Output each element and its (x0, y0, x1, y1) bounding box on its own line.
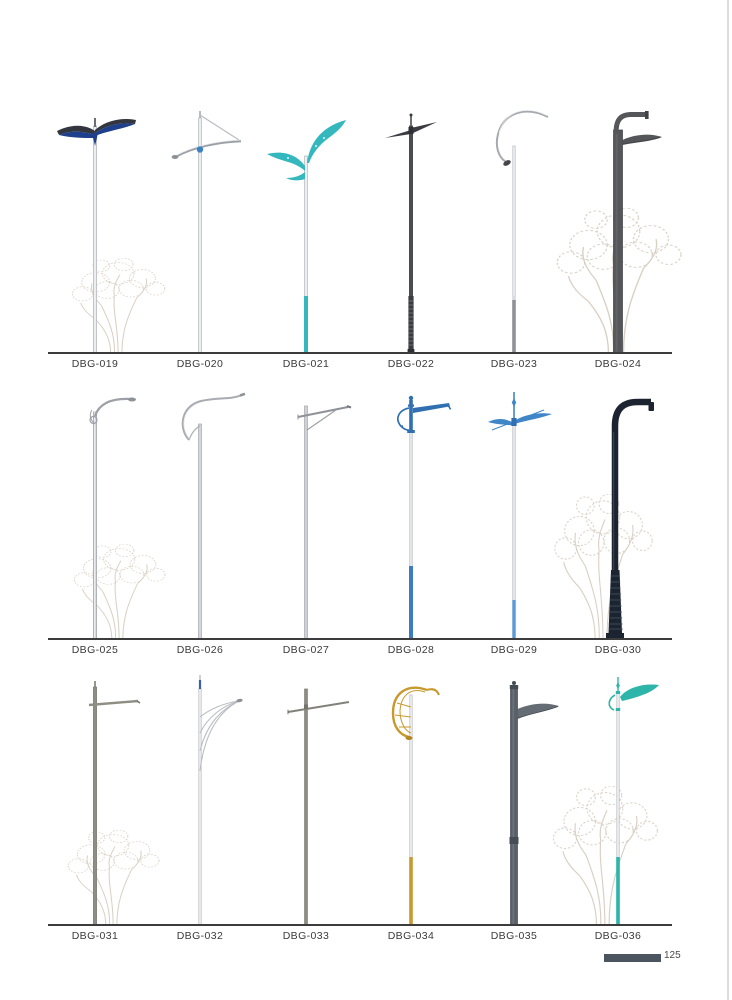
lamp-arm-accent (95, 123, 135, 136)
product-label: DBG-025 (71, 644, 119, 656)
product-label: DBG-027 (282, 644, 330, 656)
product-label: DBG-036 (594, 930, 642, 942)
pole-shaft (305, 406, 308, 639)
arm-scroll (398, 408, 411, 430)
arm-collar (407, 430, 415, 433)
product-label: DBG-033 (282, 930, 330, 942)
arm-pendant (92, 133, 98, 146)
ground-line (48, 352, 672, 354)
base-band (512, 296, 516, 300)
product-label: DBG-024 (594, 358, 642, 370)
product-label: DBG-030 (594, 644, 642, 656)
pole-finial (410, 116, 412, 126)
arm-hub (511, 418, 516, 426)
product-dbg-026 (148, 390, 252, 639)
product-label: DBG-019 (71, 358, 119, 370)
cap-knob (512, 681, 516, 685)
lamp-head (128, 398, 136, 402)
pole-highlight (94, 412, 95, 639)
spear-diamond (616, 682, 620, 689)
product-label: DBG-021 (282, 358, 330, 370)
arm-tip-hook (449, 406, 451, 409)
product-dbg-027 (254, 390, 358, 639)
spear-diamond (512, 398, 516, 407)
base-sleeve (409, 857, 413, 925)
lamp-arm (385, 130, 411, 138)
lamp-arm (183, 395, 242, 440)
product-dbg-022 (359, 100, 463, 353)
base-sleeve (304, 296, 308, 353)
lamp-arm (411, 122, 437, 134)
footer-bar (604, 954, 661, 962)
product-dbg-033 (254, 675, 358, 925)
pole-finial (94, 118, 96, 127)
arm-rungs (395, 703, 411, 727)
product-label: DBG-020 (176, 358, 224, 370)
scroll-dot (401, 425, 403, 427)
lamp-arm (95, 399, 131, 416)
product-dbg-021 (254, 100, 358, 353)
pole-shaft (614, 130, 623, 353)
arm-hub (197, 146, 203, 152)
lamp-arm (623, 135, 663, 145)
ribbed-base (609, 570, 623, 633)
pole-highlight (616, 130, 618, 353)
product-dbg-029 (462, 390, 566, 639)
pole-finial (199, 680, 201, 689)
pole-highlight (513, 689, 515, 925)
pole-finial (199, 111, 200, 118)
product-label: DBG-022 (387, 358, 435, 370)
lamp-arm (497, 112, 548, 162)
product-label: DBG-026 (176, 644, 224, 656)
arm-tail (286, 172, 305, 180)
product-label: DBG-035 (490, 930, 538, 942)
page-edge-line (727, 0, 729, 1000)
product-label: DBG-034 (387, 930, 435, 942)
bent-top (614, 112, 647, 134)
product-dbg-030 (566, 390, 670, 639)
product-label: DBG-029 (490, 644, 538, 656)
product-label: DBG-032 (176, 930, 224, 942)
ground-line (48, 924, 672, 926)
lamp-head (240, 394, 245, 396)
page-number: 125 (664, 950, 681, 961)
product-dbg-028 (359, 390, 463, 639)
product-dbg-036 (566, 675, 670, 925)
product-dbg-025 (43, 390, 147, 639)
lamp-arm (288, 702, 349, 712)
pole-cap (510, 685, 518, 689)
arm-collar (408, 405, 414, 407)
product-dbg-035 (462, 675, 566, 925)
product-label: DBG-023 (490, 358, 538, 370)
product-dbg-031 (43, 675, 147, 925)
lamp-head (645, 111, 649, 119)
pole-shaft (93, 687, 96, 925)
base-sleeve (408, 296, 413, 353)
base-sleeve (409, 566, 413, 639)
lamp-head (649, 402, 655, 411)
product-dbg-020 (148, 100, 252, 353)
joint-collar (510, 837, 519, 844)
lamp-arm (307, 120, 346, 163)
lamp-arm (518, 704, 560, 719)
base-sleeve (512, 300, 516, 353)
lamp-arm (175, 141, 241, 157)
pole-finial (94, 681, 96, 687)
truss-diagonal (200, 115, 239, 140)
finial-tip (410, 114, 413, 117)
lamp-arm (620, 685, 659, 702)
pole-shaft (199, 118, 202, 353)
product-dbg-023 (462, 100, 566, 353)
arm-tip (137, 701, 140, 703)
product-label: DBG-028 (387, 644, 435, 656)
lamp-arm (413, 403, 450, 413)
arm-scroll (609, 695, 615, 710)
product-dbg-034 (359, 675, 463, 925)
arm-hub (304, 705, 308, 710)
product-label: DBG-031 (71, 930, 119, 942)
base-sleeve (512, 600, 515, 639)
arm-collar (616, 708, 620, 711)
pole-shaft (199, 424, 202, 639)
lamp-head (172, 155, 179, 159)
base-sleeve (616, 857, 620, 925)
lamp-head (406, 736, 413, 740)
pole-shaft (199, 689, 201, 925)
product-dbg-032 (148, 675, 252, 925)
fan-curves (200, 701, 239, 771)
ground-line (48, 638, 672, 640)
pole-finial (409, 396, 413, 400)
arm-tip-curl (427, 689, 439, 695)
product-dbg-019 (43, 100, 147, 353)
product-dbg-024 (566, 100, 670, 353)
arm-collar (616, 691, 620, 694)
pole-shaft (93, 126, 96, 353)
lamp-arm (488, 419, 512, 425)
arm-hub (409, 127, 414, 134)
pole-shaft (305, 689, 308, 925)
lamp-arm (267, 153, 305, 171)
